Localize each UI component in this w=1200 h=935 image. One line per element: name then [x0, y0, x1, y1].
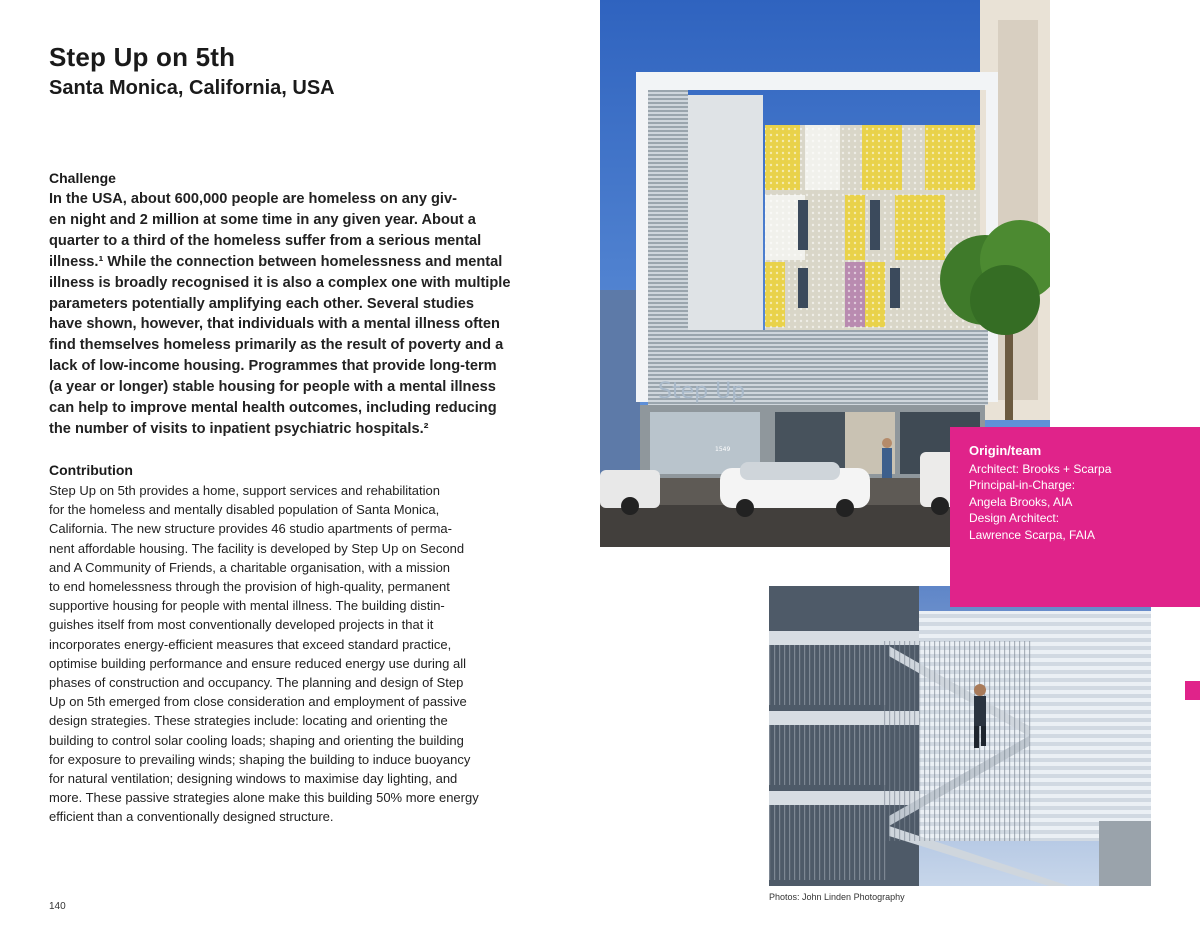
contribution-line: design strategies. These strategies include: locating and orienting the — [49, 713, 448, 729]
challenge-line: en night and 2 million at some time in any given year. About a — [49, 211, 476, 228]
contribution-line: optimise building performance and ensure reduced energy use during all — [49, 655, 466, 671]
challenge-line: In the USA, about 600,000 people are homeless on any giv- — [49, 191, 457, 207]
contribution-line: nent affordable housing. The facility is developed by Step Up on Second — [49, 540, 465, 556]
challenge-line: parameters potentially amplifying each other. Several studies — [49, 295, 474, 312]
contribution-line: Up on 5th emerged from close consideration and employment of passive — [49, 694, 467, 710]
challenge-line: the number of visits to inpatient psychiatric hospitals.² — [49, 420, 429, 437]
contribution-line: for the homeless and mentally disabled population of Santa Monica, — [49, 502, 440, 518]
challenge-line: have shown, however, that individuals with a mental illness often — [49, 316, 500, 333]
contribution-line: more. These passive strategies alone make this building 50% more energy — [49, 790, 479, 806]
contribution-line: supportive housing for people with mental illness. The building distin- — [49, 598, 445, 614]
stairs-photo — [769, 586, 1151, 886]
contribution-line: California. The new structure provides 46 studio apartments of perma- — [49, 521, 452, 537]
challenge-line: quarter to a third of the homeless suffer from a serious mental — [49, 232, 482, 249]
contribution-line: efficient than a conventionally designed structure. — [49, 809, 334, 825]
challenge-line: can help to improve mental health outcomes, including reducing — [49, 400, 497, 417]
origin-team-line: Principal-in-Charge: — [969, 478, 1076, 492]
contribution-line: phases of construction and occupancy. The planning and design of Step — [49, 675, 464, 691]
challenge-text — [49, 189, 534, 440]
challenge-line: illness.¹ While the connection between homelessness and mental — [49, 253, 503, 270]
contribution-line: Step Up on 5th provides a home, support services and rehabilitation — [49, 483, 440, 498]
page-number: 140 — [49, 901, 66, 912]
origin-team-line: Architect: Brooks + Scarpa — [969, 462, 1112, 476]
contribution-line: building to control solar cooling loads; shaping and orienting the building — [49, 732, 464, 748]
contribution-heading: Contribution — [49, 462, 133, 478]
contribution-line: and A Community of Friends, a charitable organisation, with a mission — [49, 559, 451, 575]
origin-team-title: Origin/team — [969, 443, 1042, 458]
photo-credit: Photos: John Linden Photography — [769, 892, 905, 902]
contribution-text — [49, 481, 534, 827]
facade-number: 1549 — [715, 446, 731, 453]
challenge-heading: Challenge — [49, 170, 116, 186]
contribution-line: guishes itself from most conventionally developed projects in that it — [49, 617, 434, 633]
page-subtitle: Santa Monica, California, USA — [49, 77, 335, 99]
challenge-line: illness is broadly recognised it is also a complex one with multiple — [49, 274, 511, 291]
origin-team-box — [950, 427, 1200, 607]
facade-sign: Step Up — [658, 379, 746, 404]
challenge-line: lack of low-income housing. Programmes that provide long-term — [49, 358, 497, 375]
contribution-line: for exposure to prevailing winds; shaping the building to induce buoyancy — [49, 751, 471, 767]
contribution-line: incorporates energy-efficient measures that exceed standard practice, — [49, 636, 452, 652]
stairs-illustration — [769, 586, 1151, 886]
origin-team-line: Lawrence Scarpa, FAIA — [969, 528, 1096, 542]
contribution-line: for natural ventilation; designing windows to maximise day lighting, and — [49, 771, 458, 787]
origin-team-line: Angela Brooks, AIA — [969, 495, 1073, 509]
contribution-line: to end homelessness through the provision of high-quality, permanent — [49, 579, 450, 595]
page-title: Step Up on 5th — [49, 42, 236, 72]
section-tab-marker — [1185, 681, 1200, 700]
challenge-line: (a year or longer) stable housing for people with a mental illness — [49, 379, 496, 396]
origin-team-line: Design Architect: — [969, 511, 1060, 525]
challenge-line: find themselves homeless primarily as the result of poverty and a — [49, 337, 504, 354]
